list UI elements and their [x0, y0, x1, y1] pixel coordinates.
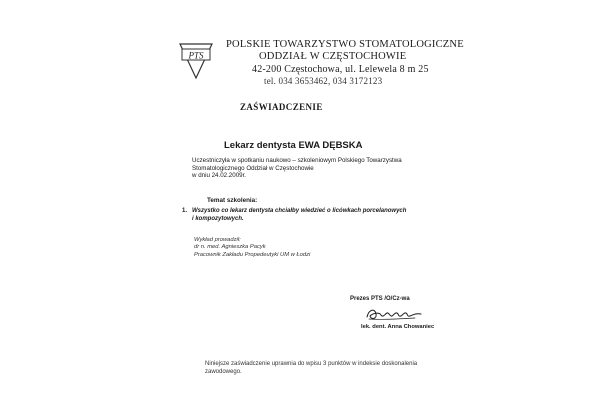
- topic-line: i kompozytowych.: [192, 215, 244, 222]
- footer-line: Niniejsze zaświadczenie uprawnia do wpisu 3 punktów w indeksie doskonalenia: [205, 361, 418, 367]
- branch-name: ODDZIAŁ W CZĘSTOCHOWIE: [259, 51, 407, 62]
- org-name: POLSKIE TOWARZYSTWO STOMATOLOGICZNE: [226, 39, 464, 50]
- signatory-position: Prezes PTS /O/Cz-wa: [350, 296, 410, 302]
- lecturer-line: dr n. med. Agnieszka Pacyk: [194, 244, 266, 251]
- svg-text:PTS: PTS: [188, 50, 204, 61]
- body-line: Stomatologicznego Oddział w Częstochowie: [192, 164, 314, 172]
- footer-note: [205, 361, 417, 376]
- org-address: 42-200 Częstochowa, ul. Lelewela 8 m 25: [252, 64, 429, 75]
- participation-statement: [192, 157, 402, 180]
- recipient-name: Lekarz dentysta EWA DĘBSKA: [224, 140, 363, 151]
- pts-logo: [178, 40, 214, 80]
- org-phones: tel. 034 3653462, 034 3172123: [264, 76, 383, 86]
- topic-line: Wszystko co lekarz dentysta chciałby wiedzieć o licówkach porcelanowych: [192, 208, 407, 214]
- handwritten-signature: [365, 305, 423, 323]
- topic-heading: Temat szkolenia:: [207, 197, 258, 204]
- lecturer-info: [194, 237, 310, 259]
- lecturer-line: Wykład prowadził:: [194, 237, 241, 243]
- body-line: Uczestniczyła w spotkaniu naukowo – szkoleniowym Polskiego Towarzystwa: [192, 157, 402, 164]
- topic-text: [192, 208, 406, 223]
- footer-line: zawodowego.: [205, 368, 242, 375]
- lecturer-line: Pracownik Zakładu Propedeutyki UM w Łodzi: [194, 251, 311, 258]
- topic-number: 1.: [182, 208, 188, 214]
- signatory-name: lek. dent. Anna Chowaniec: [361, 324, 435, 330]
- document-title: ZAŚWIADCZENIE: [240, 102, 323, 112]
- body-line: w dniu 24.02.2009r.: [192, 172, 247, 180]
